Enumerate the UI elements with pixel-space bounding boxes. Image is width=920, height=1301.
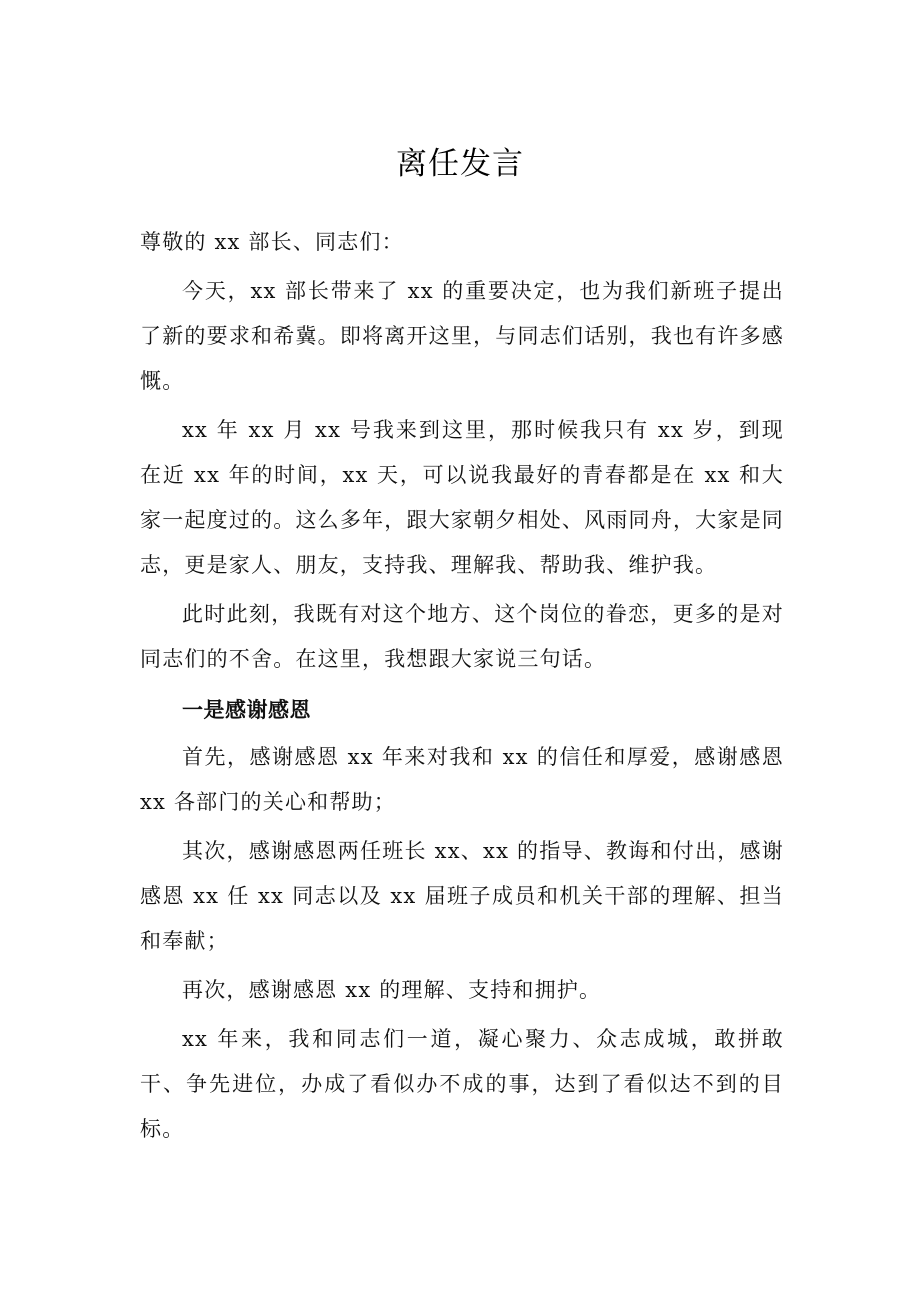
- paragraph: xx 年 xx 月 xx 号我来到这里，那时候我只有 xx 岁，到现在近 xx 年的时间，xx 天，可以说我最好的青春都是在 xx 和大家一起度过的。这么多年，跟大家朝夕相处、风雨同舟，大家是同志，更是家人、朋友，支持我、理解我、帮助我、维护我。: [140, 418, 784, 577]
- document-title: 离任发言: [396, 146, 524, 182]
- paragraph: 其次，感谢感恩两任班长 xx、xx 的指导、教诲和付出，感谢感恩 xx 任 xx 同志以及 xx 届班子成员和机关干部的理解、担当和奉献；: [140, 839, 784, 953]
- paragraph: 首先，感谢感恩 xx 年来对我和 xx 的信任和厚爱，感谢感恩 xx 各部门的关心和帮助；: [140, 745, 784, 814]
- salutation: 尊敬的 xx 部长、同志们：: [140, 230, 404, 254]
- paragraph: xx 年来，我和同志们一道，凝心聚力、众志成城，敢拼敢干、争先进位，办成了看似办不成的事，达到了看似达不到的目标。: [140, 1027, 784, 1141]
- paragraph: 此时此刻，我既有对这个地方、这个岗位的眷恋，更多的是对同志们的不舍。在这里，我想跟大家说三句话。: [140, 602, 784, 671]
- document-body: [140, 220, 784, 1152]
- section-heading: 一是感谢感恩: [182, 698, 311, 722]
- paragraph: 今天，xx 部长带来了 xx 的重要决定，也为我们新班子提出了新的要求和希冀。即将离开这里，与同志们话别，我也有许多感慨。: [140, 279, 784, 393]
- paragraph: 再次，感谢感恩 xx 的理解、支持和拥护。: [182, 978, 602, 1002]
